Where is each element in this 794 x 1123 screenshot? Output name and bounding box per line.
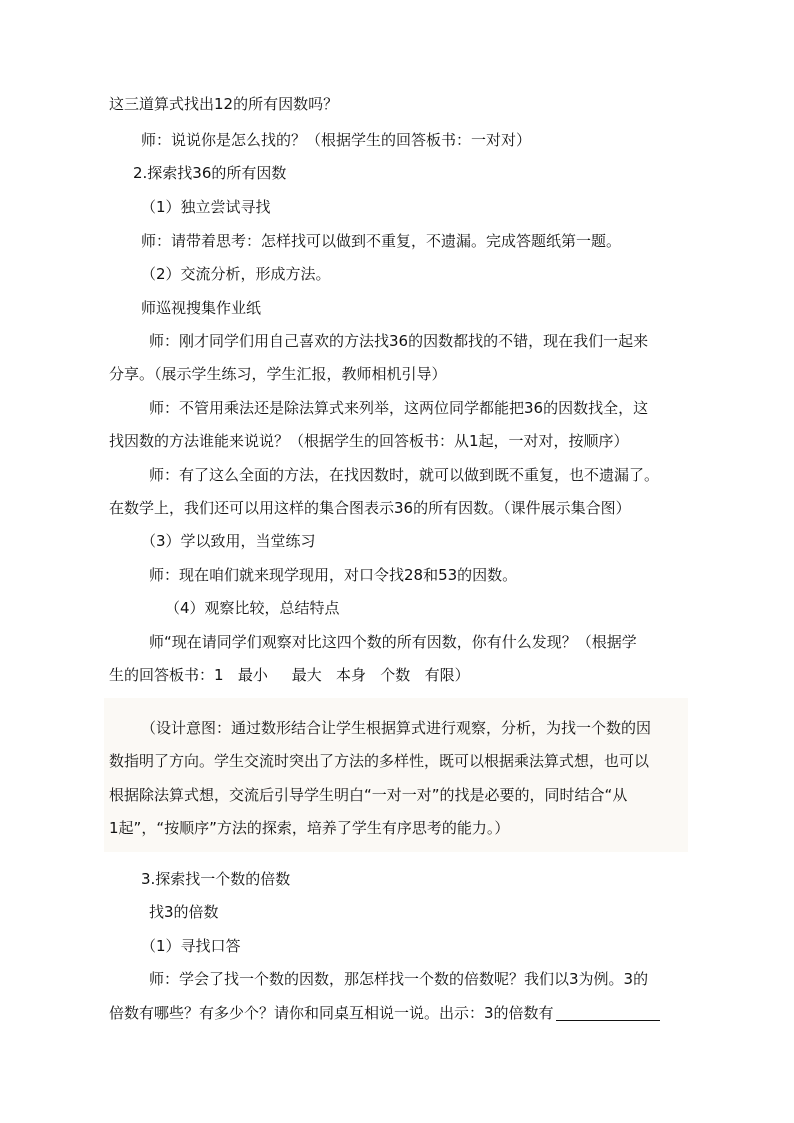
text-line: 在数学上，我们还可以用这样的集合图表示36的所有因数。（课件展示集合图） bbox=[109, 499, 631, 517]
section-heading: 2.探索找36的所有因数 bbox=[133, 164, 287, 182]
design-intent-line: 1起”，“按顺序”方法的探索，培养了学生有序思考的能力。） bbox=[109, 819, 510, 837]
section-heading: 3.探索找一个数的倍数 bbox=[141, 870, 291, 888]
text-line: 师巡视搜集作业纸 bbox=[141, 299, 262, 317]
subsection-heading: （4）观察比较，总结特点 bbox=[165, 599, 340, 617]
text-line: 分享。（展示学生练习，学生汇报，教师相机引导） bbox=[109, 365, 447, 383]
text-line: 师：有了这么全面的方法，在找因数时，就可以做到既不重复，也不遗漏了。 bbox=[149, 466, 660, 484]
design-intent-line: 数指明了方向。学生交流时突出了方法的多样性，既可以根据乘法算式想，也可以 bbox=[109, 752, 650, 770]
text-line: 这三道算式找出12的所有因数吗？ bbox=[109, 95, 339, 113]
text-line: 师：现在咱们就来现学现用，对口令找28和53的因数。 bbox=[149, 566, 518, 584]
subsection-heading: （1）独立尝试寻找 bbox=[141, 198, 271, 216]
text-line: 师：刚才同学们用自己喜欢的方法找36的因数都找的不错，现在我们一起来 bbox=[149, 332, 649, 350]
answer-blank bbox=[556, 1004, 660, 1021]
subsection-heading: （1）寻找口答 bbox=[141, 937, 241, 955]
text-line: 师：说说你是怎么找的？（根据学生的回答板书：一对对） bbox=[141, 131, 532, 149]
subsection-heading: （3）学以致用，当堂练习 bbox=[141, 532, 316, 550]
text-line: 找3的倍数 bbox=[149, 903, 219, 921]
subsection-heading: （2）交流分析，形成方法。 bbox=[141, 265, 331, 283]
text-line: 师：不管用乘法还是除法算式来列举，这两位同学都能把36的因数找全，这 bbox=[149, 399, 649, 417]
design-intent-line: （设计意图：通过数形结合让学生根据算式进行观察，分析，为找一个数的因 bbox=[141, 719, 652, 737]
text-line: 师“现在请同学们观察对比这四个数的所有因数，你有什么发现？（根据学 bbox=[149, 633, 637, 651]
text-line: 找因数的方法谁能来说说？（根据学生的回答板书：从1起，一对对，按顺序） bbox=[109, 432, 629, 450]
design-intent-line: 根据除法算式想，交流后引导学生明白“一对一对”的找是必要的，同时结合“从 bbox=[109, 786, 628, 804]
text-line-with-blank bbox=[109, 1003, 660, 1023]
text-line: 师：请带着思考：怎样找可以做到不重复，不遗漏。完成答题纸第一题。 bbox=[141, 232, 622, 250]
text-line: 生的回答板书：1 最小 最大 本身 个数 有限） bbox=[109, 666, 470, 684]
text-line: 师：学会了找一个数的因数，那怎样找一个数的倍数呢？我们以3为例。3的 bbox=[149, 970, 649, 988]
text-line: 倍数有哪些？有多少个？请你和同桌互相说一说。出示：3的倍数有 bbox=[109, 1004, 554, 1022]
